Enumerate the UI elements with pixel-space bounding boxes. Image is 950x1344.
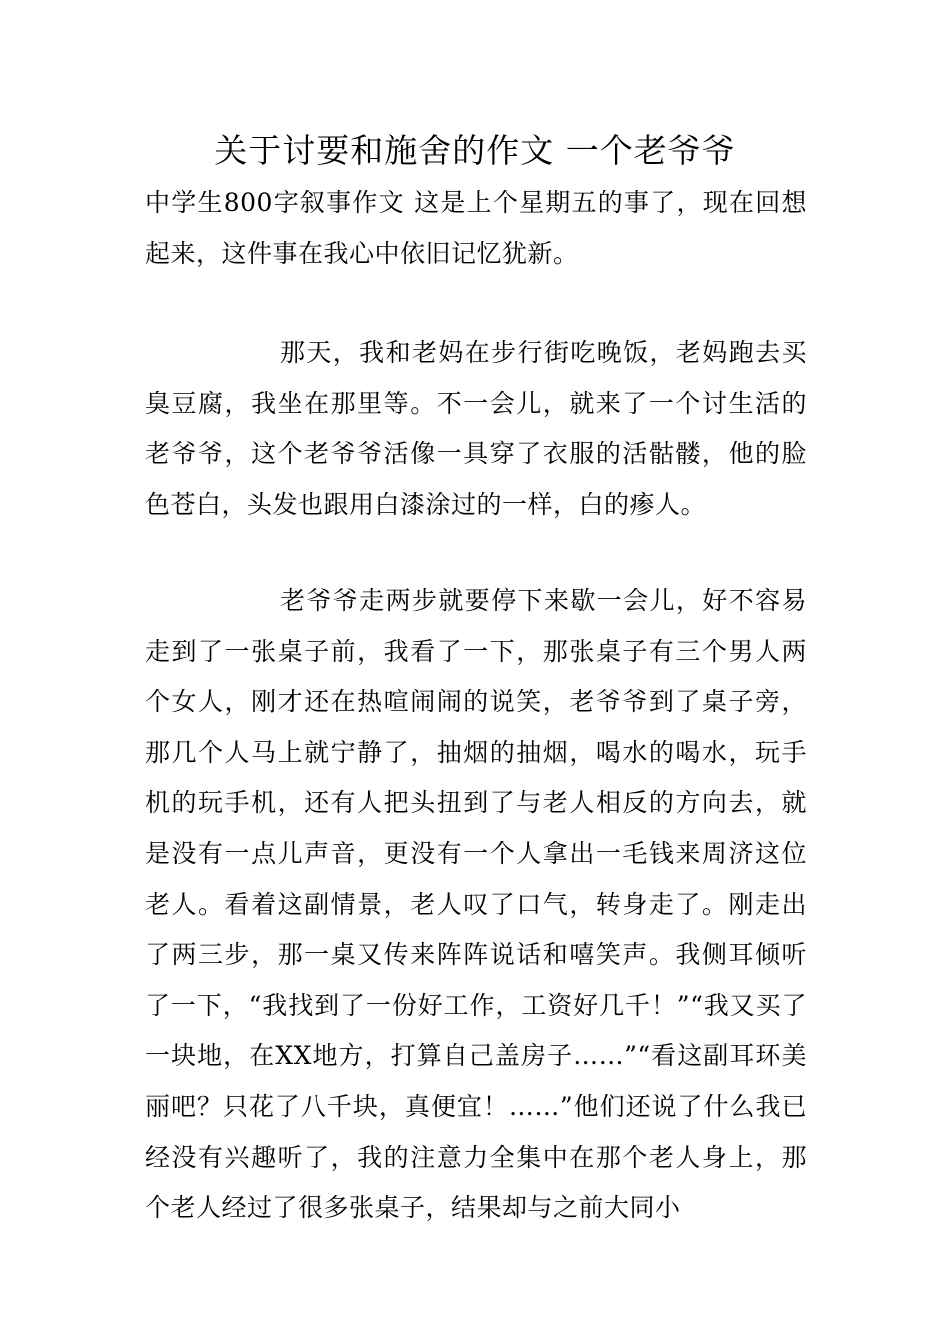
paragraph-3 (145, 576, 807, 1234)
paragraph-intro (145, 178, 807, 279)
paragraph-text: 那天，我和老妈在步行街吃晚饭，老妈跑去买臭豆腐，我坐在那里等。不一会儿，就来了一个讨生活的老爷爷，这个老爷爷活像一具穿了衣服的活骷髅，他的脸色苍白，头发也跟用白漆涂过的一样，白的瘆人。 (145, 338, 807, 519)
paragraph-2 (145, 328, 807, 530)
paragraph-text: 中学生800字叙事作文 这是上个星期五的事了，现在回想起来，这件事在我心中依旧记忆犹新。 (145, 188, 807, 268)
document-title: 关于讨要和施舍的作文 一个老爷爷 (214, 131, 736, 170)
paragraph-text: 老爷爷走两步就要停下来歇一会儿，好不容易走到了一张桌子前，我看了一下，那张桌子有三个男人两个女人，刚才还在热喧闹闹的说笑，老爷爷到了桌子旁，那几个人马上就宁静了，抽烟的抽烟，喝水的喝水，玩手机的玩手机，还有人把头扭到了与老人相反的方向去，就是没有一点儿声音，更没有一个人拿出一毛钱来周济这位老人。看着这副情景，老人叹了口气，转身走了。刚走出了两三步，那一桌又传来阵阵说话和嘻笑声。我侧耳倾听了一下，“我找到了一份好工作，工资好几千！”“我又买了一块地，在XX地方，打算自己盖房子……”“看这副耳环美丽吧？只花了八千块，真便宜！……”他们还说了什么我已经没有兴趣听了，我的注意力全集中在那个老人身上，那个老人经过了很多张桌子，结果却与之前大同小 (145, 586, 807, 1223)
